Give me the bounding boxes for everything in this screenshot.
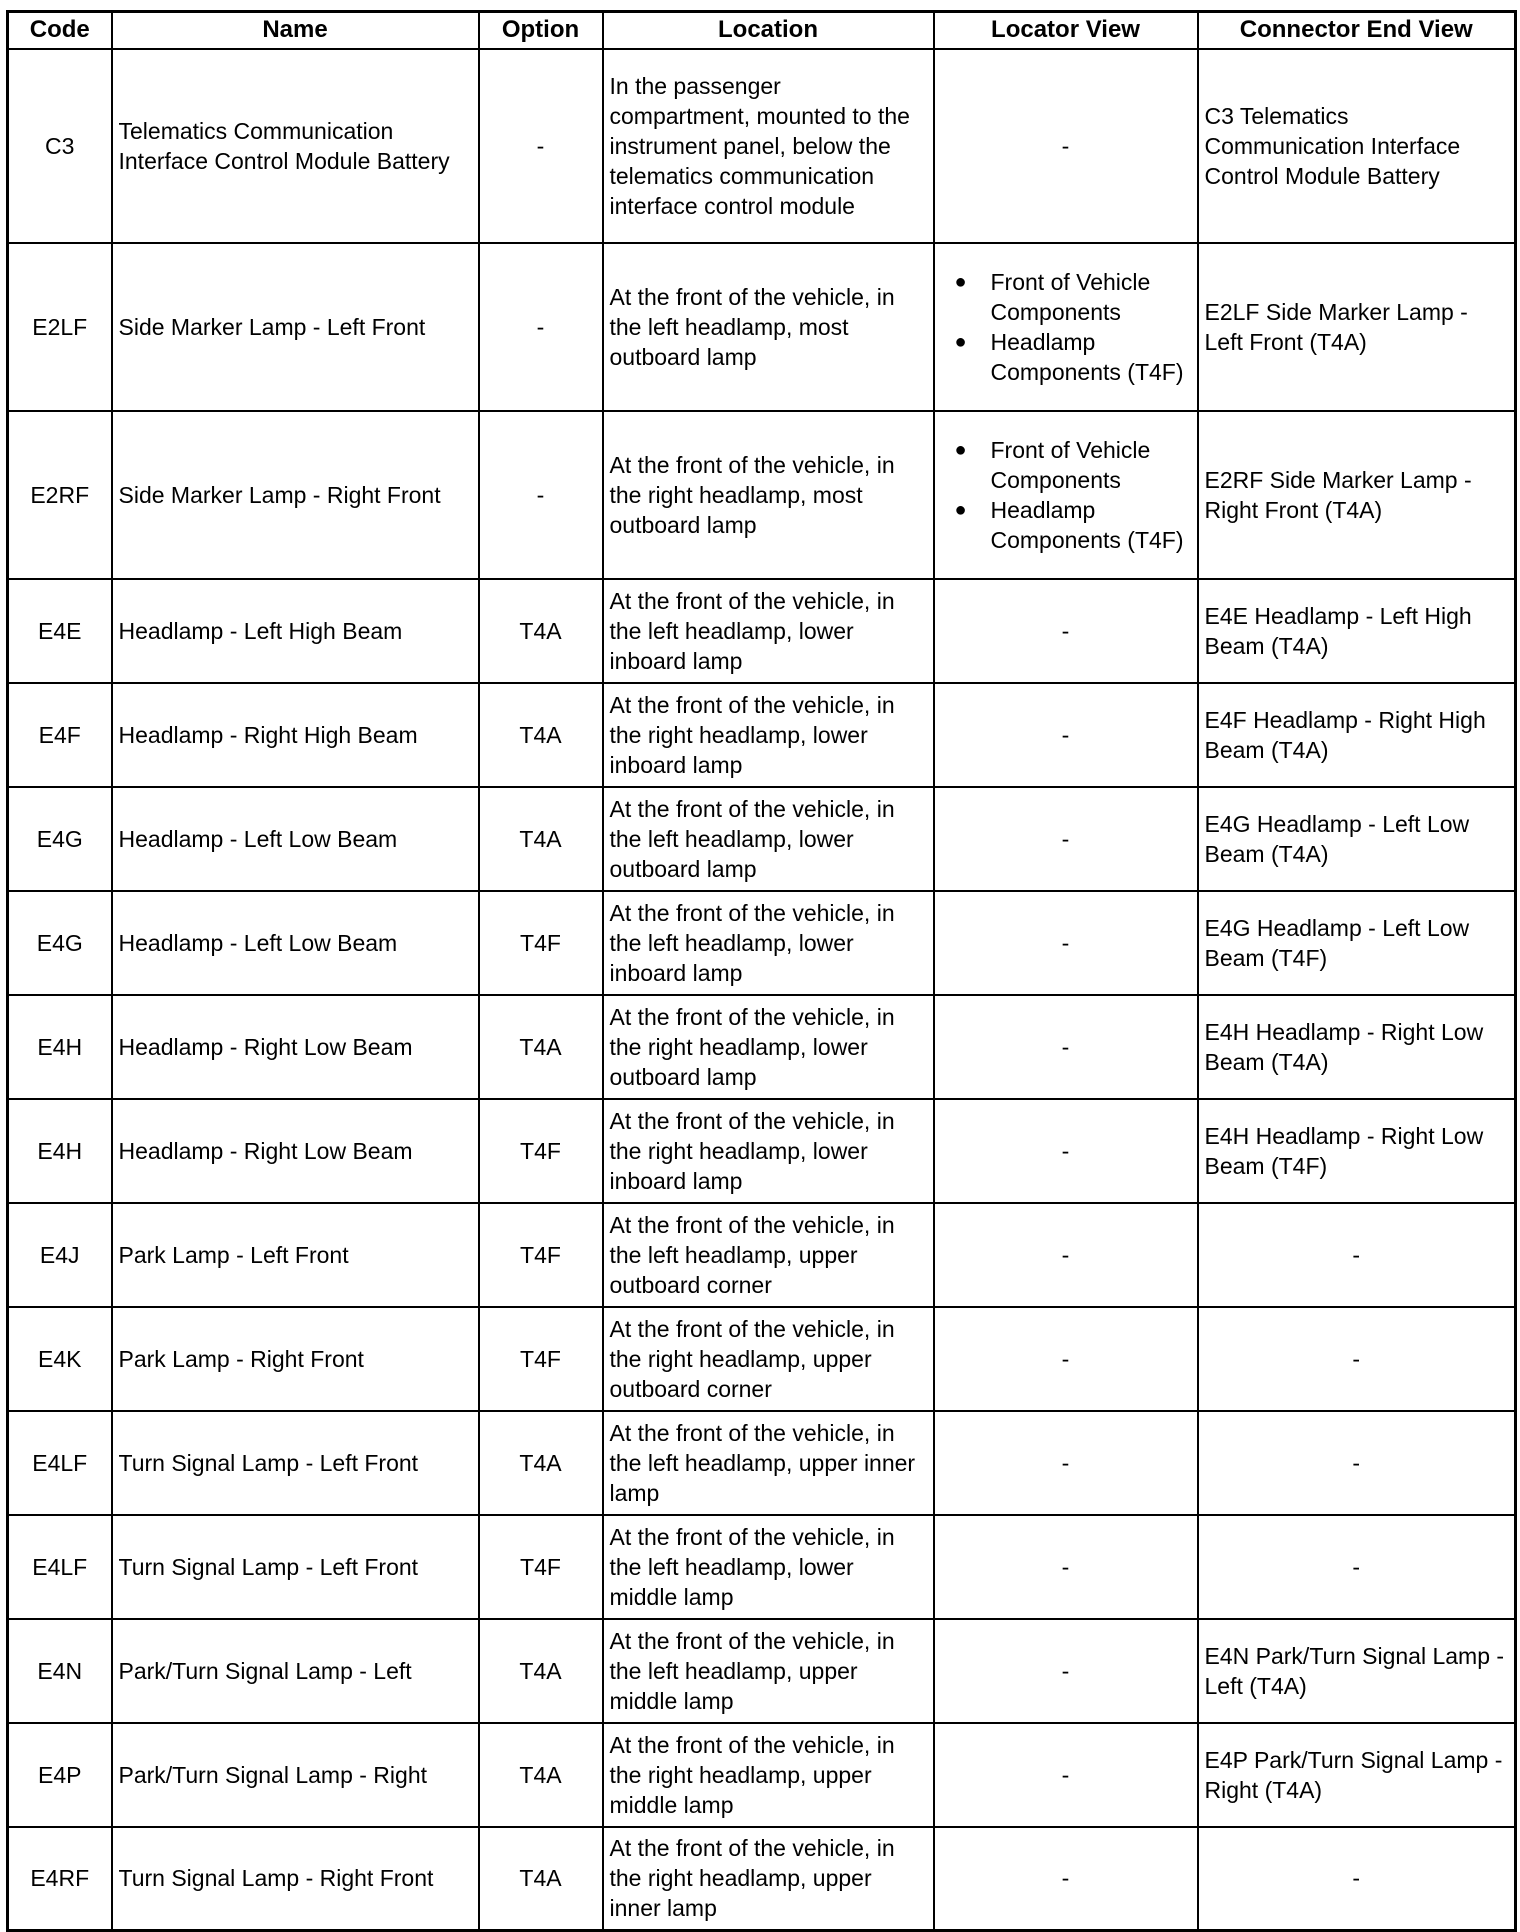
cell-location: At the front of the vehicle, in the left headlamp, lower inboard lamp (603, 891, 934, 995)
cell-name: Side Marker Lamp - Left Front (112, 243, 479, 411)
cell-code: E4F (8, 683, 112, 787)
table-row (8, 579, 1516, 683)
cell-name: Turn Signal Lamp - Right Front (112, 1827, 479, 1931)
cell-connector-end-view: - (1198, 1827, 1516, 1931)
cell-locator-view: - (934, 1203, 1198, 1307)
cell-option: - (479, 411, 603, 579)
header-locator-view: Locator View (934, 12, 1198, 49)
cell-code: E2LF (8, 243, 112, 411)
cell-code: E4LF (8, 1411, 112, 1515)
cell-name: Headlamp - Right High Beam (112, 683, 479, 787)
locator-list-item: ● Headlamp Components (T4F) (991, 327, 1191, 387)
cell-connector-end-view: E4F Headlamp - Right High Beam (T4A) (1198, 683, 1516, 787)
cell-option: T4A (479, 579, 603, 683)
cell-locator-view (934, 243, 1198, 411)
table-row (8, 243, 1516, 411)
cell-locator-view: - (934, 579, 1198, 683)
cell-code: E2RF (8, 411, 112, 579)
cell-code: E4G (8, 787, 112, 891)
table-row (8, 1307, 1516, 1411)
cell-name: Side Marker Lamp - Right Front (112, 411, 479, 579)
cell-location: At the front of the vehicle, in the left headlamp, upper outboard corner (603, 1203, 934, 1307)
cell-code: E4N (8, 1619, 112, 1723)
header-connector-end-view: Connector End View (1198, 12, 1516, 49)
cell-name: Headlamp - Right Low Beam (112, 995, 479, 1099)
cell-connector-end-view: - (1198, 1203, 1516, 1307)
cell-option: T4F (479, 1099, 603, 1203)
cell-connector-end-view: E4H Headlamp - Right Low Beam (T4A) (1198, 995, 1516, 1099)
cell-location: At the front of the vehicle, in the left headlamp, upper middle lamp (603, 1619, 934, 1723)
header-name: Name (112, 12, 479, 49)
cell-connector-end-view: E4G Headlamp - Left Low Beam (T4F) (1198, 891, 1516, 995)
cell-locator-view: - (934, 787, 1198, 891)
locator-list-item: ● Front of Vehicle Components (991, 267, 1191, 327)
cell-code: E4J (8, 1203, 112, 1307)
table-row (8, 683, 1516, 787)
table-row (8, 1203, 1516, 1307)
cell-option: T4A (479, 995, 603, 1099)
cell-option: T4A (479, 1723, 603, 1827)
table-row (8, 1515, 1516, 1619)
cell-connector-end-view: C3 Telematics Communication Interface Control Module Battery (1198, 49, 1516, 243)
cell-connector-end-view: E4H Headlamp - Right Low Beam (T4F) (1198, 1099, 1516, 1203)
header-code: Code (8, 12, 112, 49)
cell-locator-view: - (934, 1723, 1198, 1827)
cell-name: Telematics Communication Interface Control Module Battery (112, 49, 479, 243)
cell-code: E4RF (8, 1827, 112, 1931)
cell-connector-end-view: E4P Park/Turn Signal Lamp - Right (T4A) (1198, 1723, 1516, 1827)
cell-locator-view: - (934, 1619, 1198, 1723)
header-option: Option (479, 12, 603, 49)
cell-code: E4P (8, 1723, 112, 1827)
cell-locator-view: - (934, 49, 1198, 243)
cell-code: E4K (8, 1307, 112, 1411)
cell-location: At the front of the vehicle, in the right headlamp, upper inner lamp (603, 1827, 934, 1931)
cell-location: At the front of the vehicle, in the left headlamp, most outboard lamp (603, 243, 934, 411)
table-row (8, 1619, 1516, 1723)
cell-option: T4F (479, 1203, 603, 1307)
cell-locator-view: - (934, 1515, 1198, 1619)
cell-option: T4F (479, 1515, 603, 1619)
locator-list-item: ● Headlamp Components (T4F) (991, 495, 1191, 555)
table-row (8, 891, 1516, 995)
cell-location: At the front of the vehicle, in the left headlamp, upper inner lamp (603, 1411, 934, 1515)
cell-locator-view: - (934, 1827, 1198, 1931)
table-row (8, 1411, 1516, 1515)
table-row (8, 411, 1516, 579)
cell-code: E4G (8, 891, 112, 995)
cell-name: Headlamp - Left Low Beam (112, 891, 479, 995)
cell-code: E4H (8, 1099, 112, 1203)
cell-locator-view: - (934, 683, 1198, 787)
table-row (8, 995, 1516, 1099)
header-location: Location (603, 12, 934, 49)
cell-locator-view: - (934, 1411, 1198, 1515)
table-row (8, 49, 1516, 243)
cell-location: At the front of the vehicle, in the left headlamp, lower middle lamp (603, 1515, 934, 1619)
cell-option: T4A (479, 683, 603, 787)
locator-list-item: ● Front of Vehicle Components (991, 435, 1191, 495)
cell-option: T4A (479, 787, 603, 891)
cell-name: Headlamp - Left High Beam (112, 579, 479, 683)
cell-connector-end-view: E4G Headlamp - Left Low Beam (T4A) (1198, 787, 1516, 891)
cell-locator-view: - (934, 891, 1198, 995)
cell-option: T4A (479, 1619, 603, 1723)
table-row (8, 1723, 1516, 1827)
table-row (8, 1827, 1516, 1931)
locator-list (935, 435, 1191, 555)
header-row (8, 12, 1516, 49)
component-table (6, 10, 1517, 1932)
cell-name: Park/Turn Signal Lamp - Left (112, 1619, 479, 1723)
cell-name: Turn Signal Lamp - Left Front (112, 1515, 479, 1619)
cell-name: Turn Signal Lamp - Left Front (112, 1411, 479, 1515)
cell-name: Headlamp - Right Low Beam (112, 1099, 479, 1203)
cell-name: Park Lamp - Left Front (112, 1203, 479, 1307)
cell-code: E4H (8, 995, 112, 1099)
cell-locator-view: - (934, 1307, 1198, 1411)
cell-connector-end-view: - (1198, 1411, 1516, 1515)
cell-option: - (479, 243, 603, 411)
table-row (8, 1099, 1516, 1203)
cell-connector-end-view: E2RF Side Marker Lamp - Right Front (T4A) (1198, 411, 1516, 579)
cell-location: At the front of the vehicle, in the right headlamp, lower inboard lamp (603, 683, 934, 787)
cell-location: At the front of the vehicle, in the right headlamp, most outboard lamp (603, 411, 934, 579)
cell-connector-end-view: - (1198, 1515, 1516, 1619)
cell-locator-view: - (934, 1099, 1198, 1203)
cell-location: At the front of the vehicle, in the right headlamp, upper outboard corner (603, 1307, 934, 1411)
cell-location: At the front of the vehicle, in the right headlamp, upper middle lamp (603, 1723, 934, 1827)
cell-locator-view: - (934, 995, 1198, 1099)
cell-location: At the front of the vehicle, in the left headlamp, lower inboard lamp (603, 579, 934, 683)
cell-option: T4A (479, 1411, 603, 1515)
cell-option: - (479, 49, 603, 243)
table-row (8, 787, 1516, 891)
cell-option: T4F (479, 1307, 603, 1411)
cell-name: Park Lamp - Right Front (112, 1307, 479, 1411)
cell-code: E4LF (8, 1515, 112, 1619)
cell-name: Headlamp - Left Low Beam (112, 787, 479, 891)
cell-code: E4E (8, 579, 112, 683)
cell-locator-view (934, 411, 1198, 579)
cell-code: C3 (8, 49, 112, 243)
cell-name: Park/Turn Signal Lamp - Right (112, 1723, 479, 1827)
cell-connector-end-view: E4E Headlamp - Left High Beam (T4A) (1198, 579, 1516, 683)
cell-option: T4A (479, 1827, 603, 1931)
cell-location: At the front of the vehicle, in the right headlamp, lower outboard lamp (603, 995, 934, 1099)
locator-list (935, 267, 1191, 387)
cell-connector-end-view: E4N Park/Turn Signal Lamp - Left (T4A) (1198, 1619, 1516, 1723)
cell-location: At the front of the vehicle, in the left headlamp, lower outboard lamp (603, 787, 934, 891)
cell-location: In the passenger compartment, mounted to the instrument panel, below the telematics communication interface control module (603, 49, 934, 243)
table-body (8, 49, 1516, 1931)
cell-connector-end-view: E2LF Side Marker Lamp - Left Front (T4A) (1198, 243, 1516, 411)
cell-option: T4F (479, 891, 603, 995)
cell-location: At the front of the vehicle, in the right headlamp, lower inboard lamp (603, 1099, 934, 1203)
cell-connector-end-view: - (1198, 1307, 1516, 1411)
